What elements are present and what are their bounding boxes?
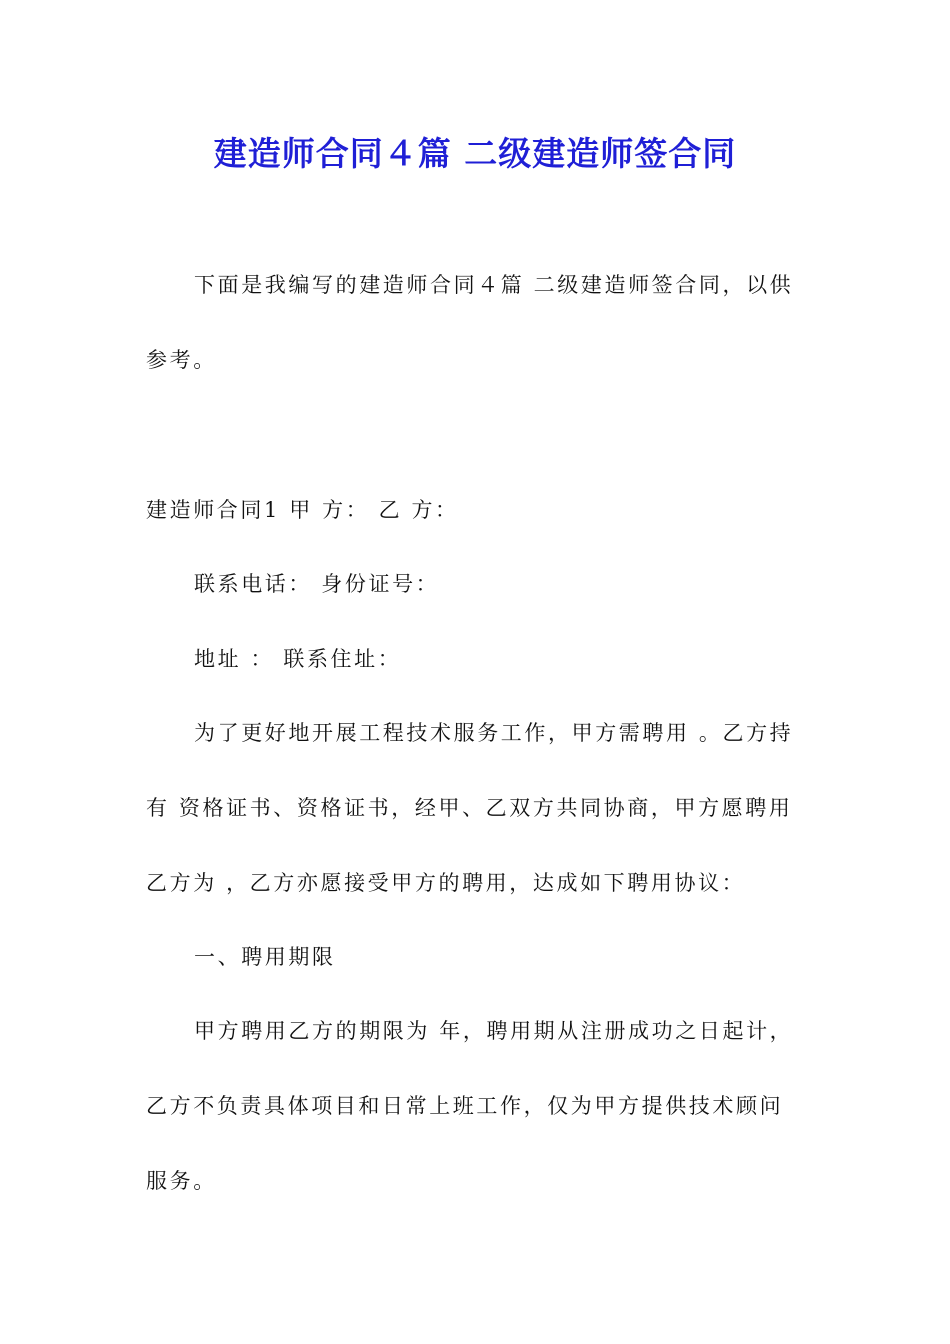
term-line-2: 乙方不负责具体项目和日常上班工作，仅为甲方提供技术顾问 bbox=[146, 1094, 784, 1118]
intro-line-2: 参考。 bbox=[146, 348, 217, 372]
term-line-1: 甲方聘用乙方的期限为 年，聘用期从注册成功之日起计， bbox=[194, 1019, 794, 1043]
paragraph-line-1: 为了更好地开展工程技术服务工作，甲方需聘用 。乙方持 bbox=[194, 721, 794, 745]
section-heading-term: 一、聘用期限 bbox=[194, 945, 336, 969]
contract-heading: 建造师合同1 甲 方： 乙 方： bbox=[146, 498, 459, 522]
paragraph-line-2: 有 资格证书、资格证书，经甲、乙双方共同协商，甲方愿聘用 bbox=[146, 796, 793, 820]
term-line-3: 服务。 bbox=[146, 1169, 217, 1193]
document-title: 建造师合同４篇 二级建造师签合同 bbox=[213, 134, 737, 173]
address-line: 地址 ： 联系住址： bbox=[194, 647, 402, 671]
intro-line-1: 下面是我编写的建造师合同４篇 二级建造师签合同，以供 bbox=[194, 273, 794, 297]
paragraph-line-3: 乙方为 ，乙方亦愿接受甲方的聘用，达成如下聘用协议： bbox=[146, 871, 746, 895]
contact-phone-line: 联系电话： 身份证号： bbox=[194, 572, 440, 596]
